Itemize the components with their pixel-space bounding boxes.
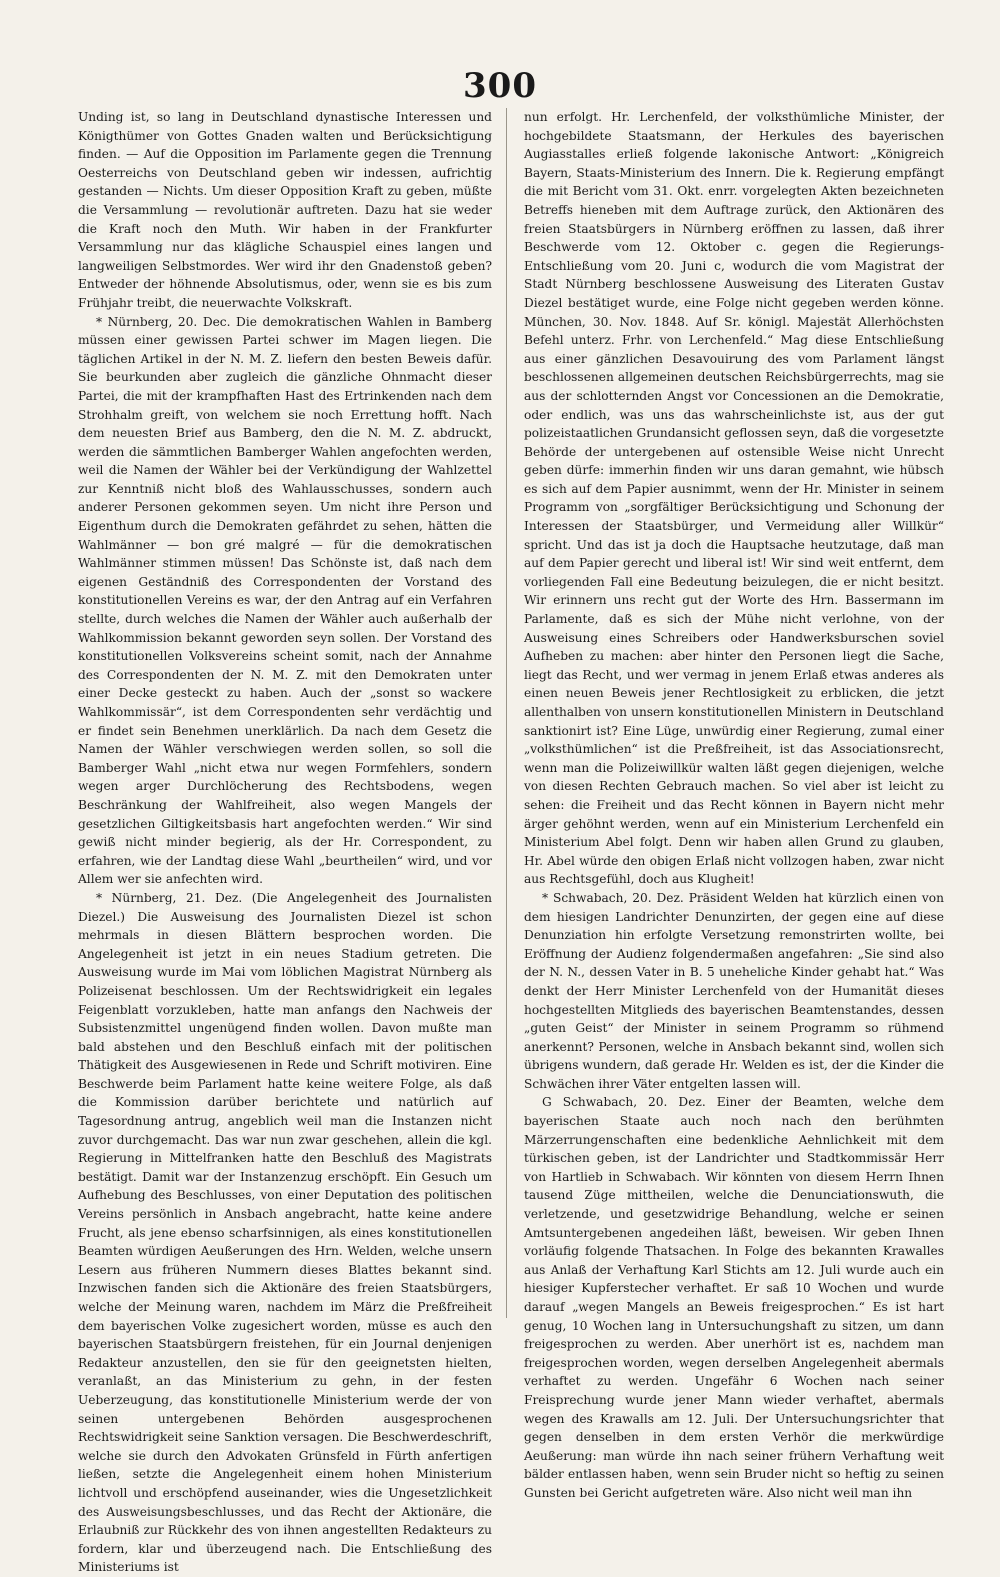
right-column: [524, 108, 944, 1500]
article-paragraph: * Schwabach, 20. Dez. Präsident Welden hat kürzlich einen von dem hiesigen Landrichter Denunzirten, der gegen eine auf diese Denunziation hin erfolgte Versetzung remonstrirten wollte, bei Eröffnung der Audienz folgendermaßen angefahren: „Sie sind also der N. N., dessen Vater in B. 5 uneheliche Kinder gehabt hat.“ Was denkt der Herr Minister Lerchenfeld von der Humanität dieses hochgestellten Mitglieds des bayerischen Beamtenstandes, dessen „guten Geist“ der Minister in seinem Programm so rühmend anerkennt? Personen, welche in Ansbach bekannt sind, wollen sich übrigens wundern, daß gerade Hr. Welden es ist, der die Kinder die Schwächen ihrer Väter entgelten lassen will.: [524, 890, 944, 1091]
article-paragraph: * Nürnberg, 20. Dec. Die demokratischen Wahlen in Bamberg müssen einer gewissen Partei schwer im Magen liegen. Die täglichen Artikel in der N. M. Z. liefern den besten Beweis dafür. Sie beurkunden aber zugleich die gänzliche Ohnmacht dieser Partei, die mit der krampfhaften Hast des Ertrinkenden nach dem Strohhalm greift, von welchem sie noch Errettung hofft. Nach dem neuesten Brief aus Bamberg, den die N. M. Z. abdruckt, werden die sämmtlichen Bamberger Wahlen angefochten werden, weil die Namen der Wähler bei der Verkündigung der Wahlzettel zur Kenntniß nicht bloß des Wahlausschusses, sondern auch anderer Personen gekommen seyen. Um nicht ihre Person und Eigenthum durch die Demokraten gefährdet zu sehen, hätten die Wahlmänner — bon gré malgré — für die demokratischen Wahlmänner stimmen müssen! Das Schönste ist, daß nach dem eigenen Geständniß des Correspondenten der Vorstand des konstitutionellen Vereins es war, der den Antrag auf ein Verfahren stellte, durch welches die Namen der Wähler auch außerhalb der Wahlkommission bekannt geworden seyn sollen. Der Vorstand des konstitutionellen Volksvereins scheint somit, nach der Annahme des Correspondenten der N. M. Z. mit den Demokraten unter einer Decke gesteckt zu haben. Auch der „sonst so wackere Wahlkommissär“, ist dem Correspondenten sehr verdächtig und er findet sein Benehmen unerklärlich. Da nach dem Gesetz die Namen der Wähler verschwiegen werden sollen, so soll die Bamberger Wahl „nicht etwa nur wegen Formfehlers, sondern wegen arger Durchlöcherung des Rechtsbodens, wegen Beschränkung der Wahlfreiheit, also wegen Mangels der gesetzlichen Giltigkeitsbasis hart angefochten werden.“ Wir sind gewiß nicht minder begierig, als der Hr. Correspondent, zu erfahren, wie der Landtag diese Wahl „beurtheilen“ wird, und vor Allem wer sie anfechten wird.: [78, 314, 492, 887]
article-paragraph: nun erfolgt. Hr. Lerchenfeld, der volksthümliche Minister, der hochgebildete Staatsmann, der Herkules des bayerischen Augiasstalles erließ folgende lakonische Antwort: „Königreich Bayern, Staats-Ministerium des Innern. Die k. Regierung empfängt die mit Bericht vom 31. Okt. enrr. vorgelegten Akten bezeichneten Betreffs hieneben mit dem Auftrage zurück, den Aktionären des freien Staatsbürgers in Nürnberg eröffnen zu lassen, daß ihrer Beschwerde vom 12. Oktober c. gegen die Regierungs-Entschließung vom 20. Juni c, wodurch die vom Magistrat der Stadt Nürnberg beschlossene Ausweisung des Literaten Gustav Diezel bestätiget wurde, eine Folge nicht gegeben werden könne. München, 30. Nov. 1848. Auf Sr. königl. Majestät Allerhöchsten Befehl unterz. Frhr. von Lerchenfeld.“ Mag diese Entschließung aus einer gänzlichen Desavouirung des vom Parlament längst beschlossenen allgemeinen deutschen Reichsbürgerrechts, mag sie aus der schlotternden Angst vor Concessionen an die Demokratie, oder endlich, was uns das wahrscheinlichste ist, aus der gut polizeistaatlichen Grundansicht geflossen seyn, daß die vorgesetzte Behörde der untergebenen auf ostensible Weise nicht Unrecht geben dürfe: immerhin finden wir uns daran gemahnt, wie hübsch es sich auf dem Papier ausnimmt, wenn der Hr. Minister in seinem Programm von „sorgfältiger Berücksichtigung und Schonung der Interessen der Staatsbürger, und Vermeidung aller Willkür“ spricht. Und das ist ja doch die Hauptsache heutzutage, daß man auf dem Papier gerecht und liberal ist! Wir sind weit entfernt, dem vorliegenden Fall eine Bedeutung beizulegen, die er nicht besitzt. Wir erinnern uns recht gut der Worte des Hrn. Bassermann im Parlamente, daß es sich der Mühe nicht verlohne, von der Ausweisung eines Schreibers oder Handwerksburschen soviel Aufheben zu machen: aber hinter den Personen liegt die Sache, liegt das Recht, und wer vermag in jenem Erlaß etwas anderes als einen neuen Beweis jener Rechtlosigkeit zu erblicken, die jetzt allenthalben von unsern konstitutionellen Ministern in Deutschland sanktionirt ist? Eine Lüge, unwürdig einer Regierung, zumal einer „volksthümlichen“ ist die Preßfreiheit, ist das Associationsrecht, wenn man die Polizeiwillkür walten läßt gegen diejenigen, welche von diesen Rechten Gebrauch machen. So viel aber ist leicht zu sehen: die Freiheit und das Recht können in Bayern nicht mehr ärger gehöhnt werden, wenn auf ein Ministerium Lerchenfeld ein Ministerium Abel folgt. Denn wir haben allen Grund zu glauben, Hr. Abel würde den obigen Erlaß nicht vollzogen haben, zwar nicht aus Rechtsgefühl, doch aus Klugheit!: [524, 110, 944, 887]
column-divider: [506, 108, 507, 1318]
article-paragraph: Unding ist, so lang in Deutschland dynastische Interessen und Königthümer von Gottes Gnaden walten und Berücksichtigung finden. — Auf die Opposition im Parlamente gegen die Trennung Oesterreichs von Deutschland geben wir indessen, aufrichtig gestanden — Nichts. Um dieser Opposition Kraft zu geben, müßte die Versammlung — revolutionär auftreten. Dazu hat sie weder die Kraft noch den Muth. Wir haben in der Frankfurter Versammlung nur das klägliche Schauspiel eines langen und langweiligen Selbstmordes. Wer wird ihr den Gnadenstoß geben? Entweder der höhnende Absolutismus, oder, wenn sie es bis zum Frühjahr treibt, die neuerwachte Volkskraft.: [78, 110, 492, 310]
page-number: 300: [463, 66, 537, 106]
article-paragraph: * Nürnberg, 21. Dez. (Die Angelegenheit des Journalisten Diezel.) Die Ausweisung des Journalisten Diezel ist schon mehrmals in diesen Blättern besprochen worden. Die Angelegenheit ist jetzt in ein neues Stadium getreten. Die Ausweisung wurde im Mai vom löblichen Magistrat Nürnberg als Polizeisenat beschlossen. Um der Rechtswidrigkeit ein legales Feigenblatt vorzukleben, hatte man anfangs den Nachweis der Subsistenzmittel ungenügend finden wollen. Davon mußte man bald abstehen und den Beschluß einfach mit der politischen Thätigkeit des Ausgewiesenen in Rede und Schrift motiviren. Eine Beschwerde beim Parlament hatte keine weitere Folge, als daß die Kommission darüber berichtete und natürlich auf Tagesordnung antrug, angeblich weil man die Instanzen nicht zuvor durchgemacht. Das war nun zwar geschehen, allein die kgl. Regierung in Mittelfranken hatte den Beschluß des Magistrats bestätigt. Damit war der Instanzenzug erschöpft. Ein Gesuch um Aufhebung des Beschlusses, von einer Deputation des politischen Vereins persönlich in Ansbach angebracht, hatte keine andere Frucht, als jene ebenso scharfsinnigen, als eines konstitutionellen Beamten würdigen Aeußerungen des Hrn. Welden, welche unsern Lesern aus früheren Nummern dieses Blattes bekannt sind. Inzwischen fanden sich die Aktionäre des freien Staatsbürgers, welche der Meinung waren, nachdem im März die Preßfreiheit dem bayerischen Volke zugesichert worden, müsse es auch den bayerischen Staatsbürgern freistehen, für ein Journal denjenigen Redakteur anzustellen, den sie für den geeignetsten hielten, veranlaßt, an das Ministerium zu gehn, in der festen Ueberzeugung, das konstitutionelle Ministerium werde der von seinen untergebenen Behörden ausgesprochenen Rechtswidrigkeit seine Sanktion versagen. Die Beschwerdeschrift, welche sie durch den Advokaten Grünsfeld in Fürth anfertigen ließen, setzte die Angelegenheit einem hohen Ministerium lichtvoll und erschöpfend auseinander, wies die Ungesetzlichkeit des Ausweisungsbeschlusses, und das Recht der Aktionäre, die Erlaubniß zur Rückkehr des von ihnen angestellten Redakteurs zu fordern, klar und überzeugend nach. Die Entschließung des Ministeriums ist: [78, 890, 492, 1575]
left-column: [78, 108, 492, 1575]
article-paragraph: G Schwabach, 20. Dez. Einer der Beamten, welche dem bayerischen Staate auch noch nach den berühmten Märzerrungenschaften eine bedenkliche Aehnlichkeit mit dem türkischen geben, ist der Landrichter und Stadtkommissär Herr von Hartlieb in Schwabach. Wir könnten von diesem Herrn Ihnen tausend Züge mittheilen, welche die Denunciationswuth, die verletzende, und gesetzwidrige Behandlung, welche er seinen Amtsuntergebenen angedeihen läßt, beweisen. Wir geben Ihnen vorläufig folgende Thatsachen. In Folge des bekannten Krawalles aus Anlaß der Verhaftung Karl Stichts am 12. Juli wurde auch ein hiesiger Kupferstecher verhaftet. Er saß 10 Wochen und wurde darauf „wegen Mangels an Beweis freigesprochen.“ Es ist hart genug, 10 Wochen lang in Untersuchungshaft zu sitzen, um dann freigesprochen zu werden. Aber unerhört ist es, nachdem man freigesprochen worden, wegen derselben Angelegenheit abermals verhaftet zu werden. Ungefähr 6 Wochen nach seiner Freisprechung wurde jener Mann wieder verhaftet, abermals wegen des Krawalls am 12. Juli. Der Untersuchungsrichter that gegen denselben in dem ersten Verhör die merkwürdige Aeußerung: man würde ihn nach seiner frühern Verhaftung weit bälder entlassen haben, wenn sein Bruder nicht so heftig zu seinen Gunsten bei Gericht aufgetreten wäre. Also nicht weil man ihn: [524, 1095, 944, 1500]
